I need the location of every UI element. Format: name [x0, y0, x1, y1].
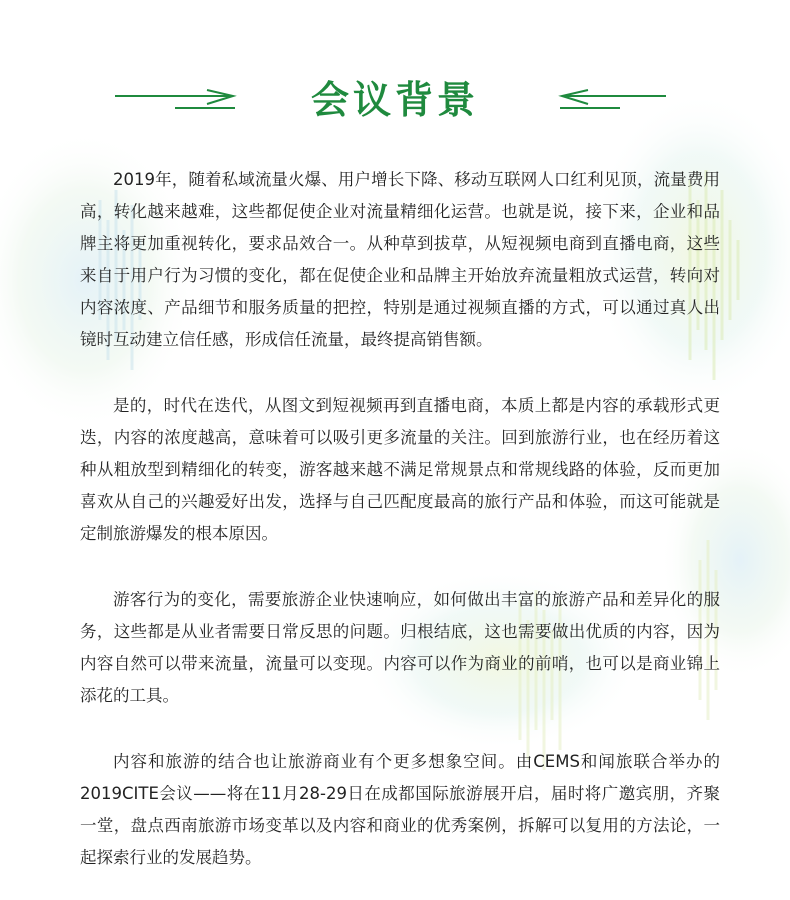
paragraph-2: 是的，时代在迭代，从图文到短视频再到直播电商，本质上都是内容的承载形式更迭，内容的浓度越高，意味着可以吸引更多流量的关注。回到旅游行业，也在经历着这种从粗放型到精细化的转变，游客越来越不满足常规景点和常规线路的体验，反而更加喜欢从自己的兴趣爱好出发，选择与自己匹配度最高的旅行产品和体验，而这可能就是定制旅游爆发的根本原因。 — [80, 396, 720, 543]
paragraph-4: 内容和旅游的结合也让旅游商业有个更多想象空间。由CEMS和闻旅联合举办的2019CITE会议——将在11月28-29日在成都国际旅游展开启，届时将广邀宾朋，齐聚一堂，盘点西南旅游市场变革以及内容和商业的优秀案例，拆解可以复用的方法论，一起探索行业的发展趋势。 — [80, 752, 720, 867]
section-header — [0, 70, 790, 130]
page-title: 会议背景 — [310, 78, 479, 122]
paragraph-1: 2019年，随着私域流量火爆、用户增长下降、移动互联网人口红利见顶，流量费用高，转化越来越难，这些都促使企业对流量精细化运营。也就是说，接下来，企业和品牌主将更加重视转化，要求品效合一。从种草到拔草，从短视频电商到直播电商，这些来自于用户行为习惯的变化，都在促使企业和品牌主开始放弃流量粗放式运营，转向对内容浓度、产品细节和服务质量的把控，特别是通过视频直播的方式，可以通过真人出镜时互动建立信任感，形成信任流量，最终提高销售额。 — [80, 170, 720, 349]
paragraph-3: 游客行为的变化，需要旅游企业快速响应，如何做出丰富的旅游产品和差异化的服务，这些都是从业者需要日常反思的问题。归根结底，这也需要做出优质的内容，因为内容自然可以带来流量，流量可以变现。内容可以作为商业的前哨，也可以是商业锦上添花的工具。 — [80, 590, 720, 705]
body-text — [80, 164, 720, 874]
header-right-ornament — [540, 70, 680, 130]
